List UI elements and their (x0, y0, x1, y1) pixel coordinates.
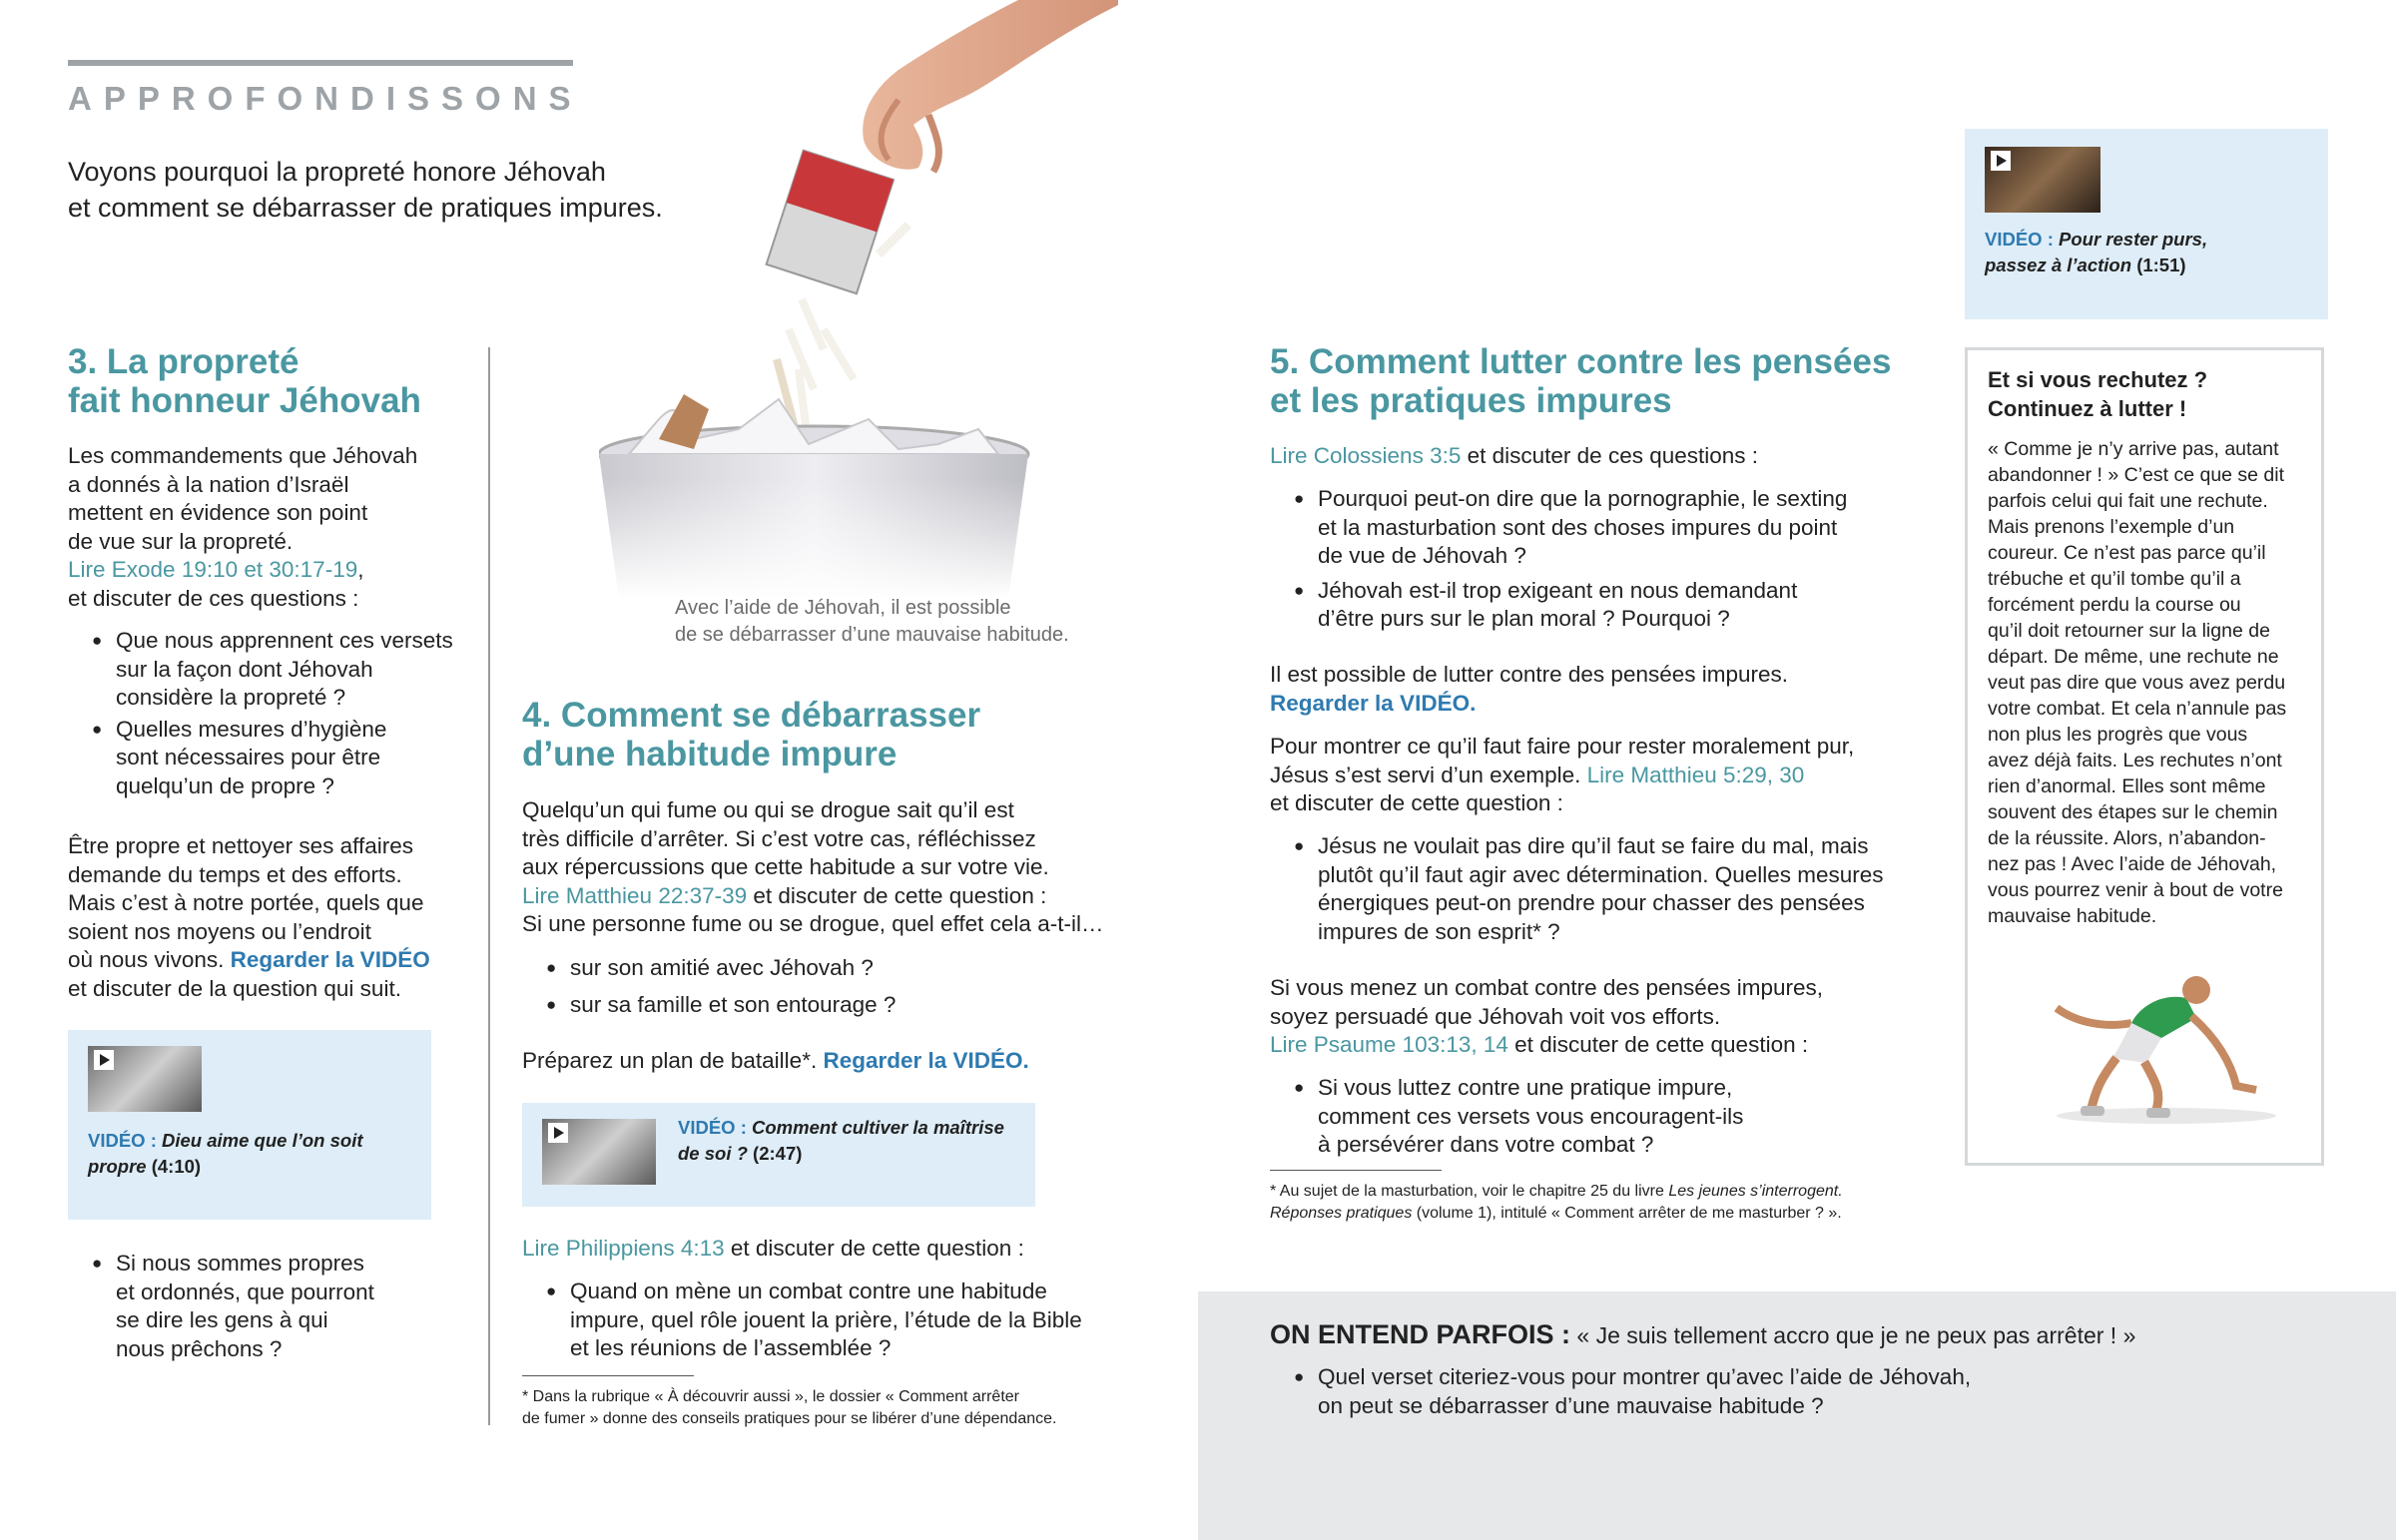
list-item: ● sur sa famille et son entourage ? (522, 991, 1121, 1020)
video-caption: VIDÉO : Dieu aime que l’on soit propre (4:10) (88, 1130, 363, 1177)
section-5-bullet-2 (1270, 832, 1929, 946)
video-thumbnail[interactable] (88, 1046, 202, 1112)
link-psaume[interactable]: Lire Psaume 103:13, 14 (1270, 1032, 1508, 1057)
footnote-rule (1270, 1170, 1442, 1171)
sidebar-title: Et si vous rechutez ? Continuez à lutter ! (1988, 367, 2208, 421)
video-caption: VIDÉO : Pour rester purs, passez à l’action (1:51) (1985, 229, 2208, 275)
footnote-rule (522, 1375, 694, 1376)
trash-illustration (599, 0, 1118, 599)
section-3-bullet-last (68, 1250, 487, 1363)
section-3-paragraph-1: Les commandements que Jéhovah a donnés à la nation d’Israël mettent en évidence son point de vue sur la propreté. Lire Exode 19:10 et 30:17-19, et discuter de ces questions : (68, 443, 418, 611)
section-4-bullets (522, 954, 1121, 1019)
link-philippiens[interactable]: Lire Philippiens 4:13 (522, 1236, 725, 1261)
link-matthieu-22[interactable]: Lire Matthieu 22:37-39 (522, 882, 748, 908)
section-4-bullet-last (522, 1278, 1161, 1363)
section-4-plan: Préparez un plan de bataille*. Regarder la VIDÉO. (522, 1048, 1029, 1073)
video-card-maitrise[interactable] (522, 1103, 1035, 1207)
section-5-paragraph-3: Pour montrer ce qu’il faut faire pour rester moralement pur, Jésus s’est servi d’un exemple. Lire Matthieu 5:29, 30 et discuter de cette question : (1270, 734, 1855, 815)
list-item: ● Jésus ne voulait pas dire qu’il faut se faire du mal, mais plutôt qu’il faut agir avec détermination. Quelles mesures énergiques peut-on prendre pour chasser des pensées impures de son esprit* ? (1270, 832, 1929, 946)
section-4-title: 4. Comment se débarrasser d’une habitude impure (522, 696, 981, 773)
video-card-propre[interactable] (68, 1030, 431, 1220)
section-5-footnote: * Au sujet de la masturbation, voir le chapitre 25 du livre Les jeunes s’interrogent. Réponses pratiques (volume 1), intitulé « Comment arrêter de me masturber ? ». (1270, 1183, 1843, 1222)
section-4-paragraph-1: Quelqu’un qui fume ou qui se drogue sait qu’il est très difficile d’arrêter. Si c’est votre cas, réfléchissez aux répercussions que cette habitude a sur votre vie. Lire Matthieu 22:37-39 et discuter de cette question : Si une personne fume ou se drogue, quel effet cela a-t-il… (522, 797, 1104, 936)
list-item: ● Quel verset citeriez-vous pour montrer qu’avec l’aide de Jéhovah, on peut se débarrasser d’une mauvaise habitude ? (1270, 1363, 2029, 1420)
list-item: ● Quand on mène un combat contre une habitude impure, quel rôle jouent la prière, l’étude de la Bible et les réunions de l’assemblée ? (522, 1278, 1161, 1363)
section-4-paragraph-2: Lire Philippiens 4:13 et discuter de cette question : (522, 1236, 1024, 1261)
list-item: ● Si nous sommes propres et ordonnés, que pourront se dire les gens à qui nous prêchons ? (68, 1250, 487, 1363)
section-3-title: 3. La propreté fait honneur Jéhovah (68, 342, 421, 420)
link-exode[interactable]: Lire Exode 19:10 et 30:17-19 (68, 557, 358, 582)
section-5-bullet-3 (1270, 1074, 1929, 1160)
video-thumbnail[interactable] (542, 1119, 656, 1185)
video-caption: VIDÉO : Comment cultiver la maîtrise de soi ? (2:47) (678, 1117, 1004, 1164)
list-item: ● Pourquoi peut-on dire que la pornographie, le sexting et la masturbation sont des choses impures du point de vue de Jéhovah ? (1270, 485, 1909, 571)
list-item: ● Jéhovah est-il trop exigeant en nous demandant d’être purs sur le plan moral ? Pourquoi ? (1270, 577, 1909, 634)
section-5-paragraph-4: Si vous menez un combat contre des pensées impures, soyez persuadé que Jéhovah voit vos efforts. Lire Psaume 103:13, 14 et discuter de cette question : (1270, 975, 1824, 1057)
bottom-heading: ON ENTEND PARFOIS : « Je suis tellement accro que je ne peux pas arrêter ! » (1270, 1319, 2136, 1349)
video-link[interactable]: Regarder la VIDÉO. (1270, 690, 1477, 716)
video-link[interactable]: Regarder la VIDÉO. (823, 1048, 1029, 1073)
video-link[interactable]: Regarder la VIDÉO (230, 947, 430, 972)
runner-illustration (2037, 968, 2276, 1128)
section-kicker: APPROFONDISSONS (68, 80, 583, 117)
play-icon (94, 1050, 114, 1070)
bottom-bullet (1270, 1363, 2029, 1420)
video-card-purs[interactable] (1965, 129, 2328, 319)
section-5-bullets-1 (1270, 485, 1909, 634)
video-thumbnail[interactable] (1985, 147, 2100, 213)
link-matthieu-5[interactable]: Lire Matthieu 5:29, 30 (1586, 762, 1805, 787)
section-5-paragraph-1: Lire Colossiens 3:5 et discuter de ces questions : (1270, 443, 1759, 468)
play-icon (548, 1123, 568, 1143)
section-5-paragraph-2: Il est possible de lutter contre des pensées impures. Regarder la VIDÉO. (1270, 661, 1788, 718)
section-3-bullets (68, 627, 487, 800)
list-item: ● Que nous apprennent ces versets sur la façon dont Jéhovah considère la propreté ? (68, 627, 487, 713)
section-3-paragraph-2: Être propre et nettoyer ses affaires demande du temps et des efforts. Mais c’est à notre portée, quels que soient nos moyens ou l’endroit où nous vivons. Regarder la VIDÉO et discuter de la question qui suit. (68, 833, 430, 1001)
section-5-title: 5. Comment lutter contre les pensées et les pratiques impures (1270, 342, 1892, 420)
list-item: ● Si vous luttez contre une pratique impure, comment ces versets vous encouragent-ils à persévérer dans votre combat ? (1270, 1074, 1929, 1160)
sidebar-body: « Comme je n’y arrive pas, autant abandonner ! » C’est ce que se dit parfois celui qui fait une rechute. Mais prenons l’exemple d’un coureur. Ce n’est pas parce qu’il trébuche et qu’il tombe qu’il a forcément perdu la course ou qu’il doit retourner sur la ligne de départ. De même, une rechute ne veut pas dire que vous avez perdu votre combat. Et cela n’annule pas non plus les progrès que vous avez déjà faits. Les rechutes n’ont rien d’anormal. Elles sont même souvent des étapes sur le chemin de la réussite. Alors, n’abandon- nez pas ! Avec l’aide de Jéhovah, vous pourrez venir à bout de votre mauvaise habitude. (1988, 438, 2287, 927)
illustration-caption: Avec l’aide de Jéhovah, il est possible de se débarrasser d’une mauvaise habitude. (675, 597, 1069, 646)
header-rule (68, 60, 573, 66)
column-divider (488, 347, 490, 1425)
list-item: ● Quelles mesures d’hygiène sont nécessaires pour être quelqu’un de propre ? (68, 716, 487, 801)
list-item: ● sur son amitié avec Jéhovah ? (522, 954, 1121, 983)
link-colossiens[interactable]: Lire Colossiens 3:5 (1270, 443, 1462, 468)
section-4-footnote: * Dans la rubrique « À découvrir aussi », le dossier « Comment arrêter de fumer » donne des conseils pratiques pour se libérer d’une dépendance. (522, 1388, 1057, 1427)
intro-text: Voyons pourquoi la propreté honore Jéhovah et comment se débarrasser de pratiques impures. (68, 157, 663, 223)
play-icon (1991, 151, 2011, 171)
